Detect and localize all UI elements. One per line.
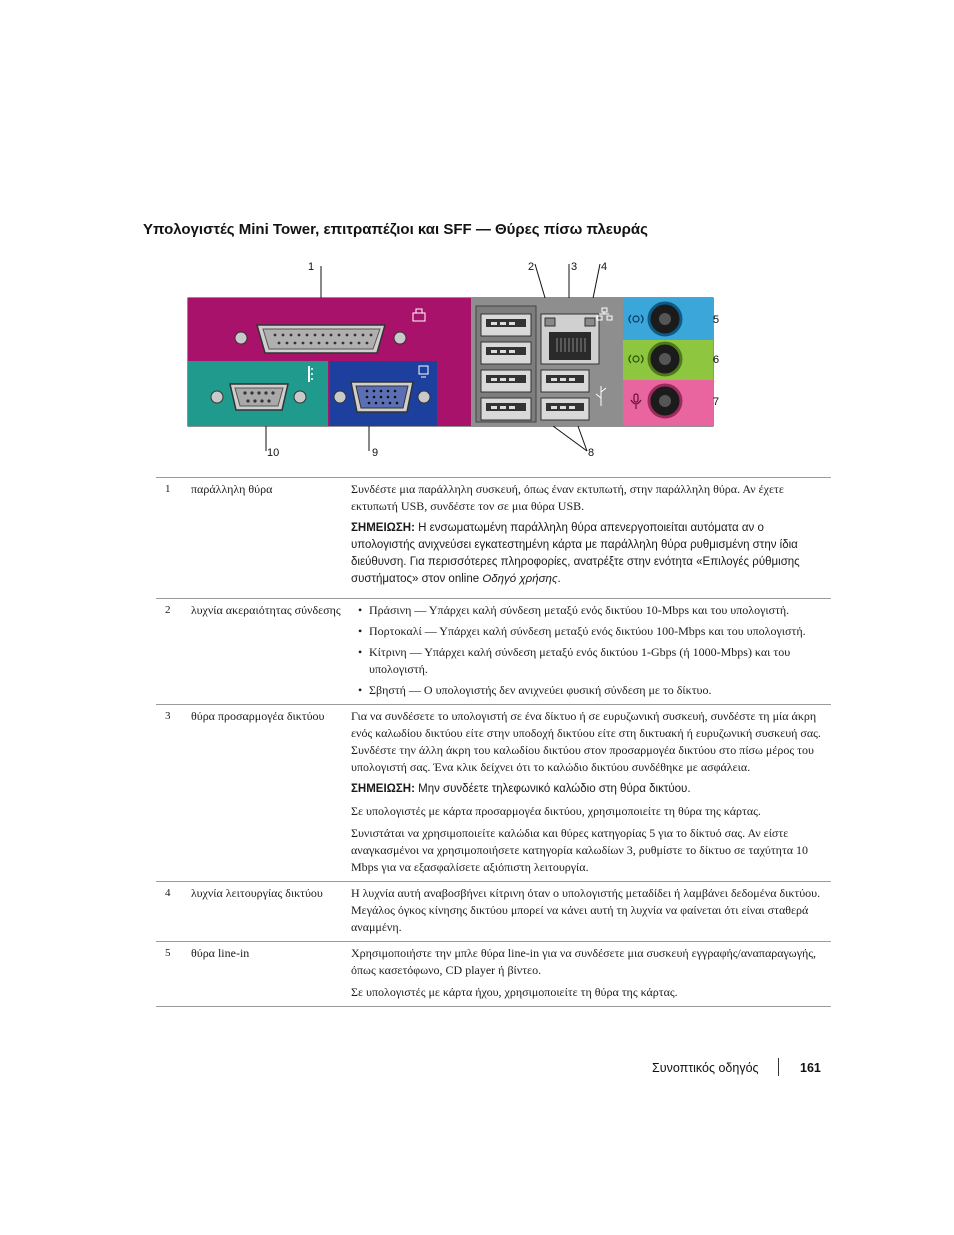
network-activity-light: [585, 318, 595, 326]
note: ΣΗΜΕΙΩΣΗ: Η ενσωματωμένη παράλληλη θύρα απενεργοποιείται αυτόματα αν ο υπολογιστής ανιχνεύσει εγκατεστημένη κάρτα με παράλληλη θύρα ρυθμισμένη στην ίδια διεύθυνση. Για περισσότερες πληροφορίες, ανατρέξτε στην ενότητα «Επιλογές ρύθμισης συστήματος» στον online Οδηγό χρήσης.: [351, 522, 800, 585]
note-italic: Οδηγό χρήσης: [482, 573, 558, 585]
page-number: 161: [800, 1061, 821, 1075]
table-row: [156, 882, 831, 942]
back-panel-figure: [185, 258, 720, 463]
port-description: [351, 705, 831, 882]
usb-port[interactable]: [481, 398, 531, 420]
line-in-port[interactable]: [623, 298, 713, 340]
callout-number: 6: [713, 354, 720, 366]
row-number: 1: [165, 483, 171, 495]
row-number: 4: [165, 887, 171, 899]
port-description-table: [156, 477, 831, 1007]
port-description: [351, 478, 831, 599]
callout-number: 10: [267, 447, 280, 459]
callout-number: 4: [601, 261, 608, 273]
usb-port[interactable]: [541, 370, 589, 392]
port-name: θύρα προσαρμογέα δικτύου: [191, 709, 325, 723]
description-paragraph: Συνιστάται να χρησιμοποιείτε καλώδια και θύρες κατηγορίας 5 για το δίκτυό σας. Αν είστε αναγκασμένοι να χρησιμοποιήσετε κατηγορία καλωδίων 3, ρυθμίστε το δίκτυο σε ταχύτητα 10 Mbps για να εξασφαλίσετε αξιόπιστη λειτουργία.: [351, 826, 809, 874]
callout-number: 5: [713, 314, 720, 326]
list-item: • Πράσινη — Υπάρχει καλή σύνδεση μεταξύ ενός δικτύου 10-Mbps και του υπολογιστή.: [351, 602, 831, 619]
footer-divider: [778, 1058, 779, 1076]
list-item: • Κίτρινη — Υπάρχει καλή σύνδεση μεταξύ ενός δικτύου 1-Gbps (ή 1000-Mbps) και του υπολογιστή.: [351, 644, 831, 678]
footer-guide-title: Συνοπτικός οδηγός: [652, 1061, 759, 1075]
note-text: Η ενσωματωμένη παράλληλη θύρα απενεργοποιείται αυτόματα αν ο υπολογιστής ανιχνεύσει εγκατεστημένη κάρτα με παράλληλη θύρα ρυθμισμένη στην ίδια διεύθυνση. Για περισσότερες πληροφορίες, ανατρέξτε στην ενότητα «Επιλογές ρύθμισης συστήματος» στον online: [351, 522, 800, 585]
usb-port[interactable]: [481, 342, 531, 364]
table-row: [156, 705, 831, 882]
note-label: ΣΗΜΕΙΩΣΗ:: [351, 783, 415, 795]
callout-number: 8: [588, 447, 595, 459]
port-name: θύρα line-in: [191, 946, 250, 960]
table-row: [156, 599, 831, 705]
usb-ports-stack: [476, 306, 536, 422]
table-row: [156, 478, 831, 599]
row-number: 2: [165, 604, 171, 616]
usb-port[interactable]: [541, 398, 589, 420]
callout-number: 3: [571, 261, 578, 273]
section-heading: Υπολογιστές Mini Tower, επιτραπέζιοι και SFF — Θύρες πίσω πλευράς: [143, 221, 648, 238]
note-label: ΣΗΜΕΙΩΣΗ:: [351, 522, 415, 534]
callout-number: 9: [372, 447, 379, 459]
callout-number: 7: [713, 396, 720, 408]
row-number: 5: [165, 947, 171, 959]
callout-number: 1: [308, 261, 315, 273]
callout-number: 2: [528, 261, 535, 273]
line-out-port[interactable]: [623, 340, 713, 380]
description-paragraph: Σε υπολογιστές με κάρτα προσαρμογέα δικτύου, χρησιμοποιείτε τη θύρα της κάρτας.: [351, 804, 761, 818]
link-integrity-light: [545, 318, 555, 326]
note: [351, 781, 831, 798]
list-item: • Σβηστή — Ο υπολογιστής δεν ανιχνεύει φυσική σύνδεση με το δίκτυο.: [351, 682, 831, 699]
description-paragraph: Χρησιμοποιήστε την μπλε θύρα line-in για να συνδέσετε μια συσκευή εγγραφής/αναπαραγωγής, όπως κασετόφωνο, CD player ή βίντεο.: [351, 946, 817, 977]
usb-port[interactable]: [481, 314, 531, 336]
table-row: [156, 942, 831, 1007]
port-description: [351, 882, 831, 942]
note-text: Μην συνδέετε τηλεφωνικό καλώδιο στη θύρα δικτύου.: [418, 783, 691, 795]
description-paragraph: Συνδέστε μια παράλληλη συσκευή, όπως έναν εκτυπωτή, στην παράλληλη θύρα. Αν έχετε εκτυπωτή USB, συνδέστε τον σε μια θύρα USB.: [351, 482, 784, 513]
description-paragraph: Για να συνδέσετε το υπολογιστή σε ένα δίκτυο ή σε ευρυζωνική συσκευή, συνδέστε τη μία άκρη ενός καλωδίου δικτύου είτε στην υποδοχή δικτύου είτε στη δικτυακή ή ευρυζωνική συσκευή σας. Συνδέστε την άλλη άκρη του καλωδίου δικτύου στον προσαρμογέα δικτύου στο πίσω μέρος του υπολογιστή σας. Ένα κλικ δείχνει ότι το καλώδιο δικτύου συνδέθηκε με ασφάλεια.: [351, 709, 821, 774]
microphone-port[interactable]: [623, 380, 713, 426]
light-state-list: [351, 602, 831, 699]
port-name: λυχνία λειτουργίας δικτύου: [191, 886, 323, 900]
description-paragraph: Η λυχνία αυτή αναβοσβήνει κίτρινη όταν ο υπολογιστής μεταδίδει ή λαμβάνει δεδομένα δικτύου. Μεγάλος όγκος κίνησης δικτύου μπορεί να κάνει αυτή τη λυχνία να φαίνεται ότι είναι σταθερά αναμμένη.: [351, 886, 821, 934]
list-item: • Πορτοκαλί — Υπάρχει καλή σύνδεση μεταξύ ενός δικτύου 100-Mbps και του υπολογιστή.: [351, 623, 831, 640]
port-description: [351, 599, 831, 705]
row-number: 3: [165, 710, 171, 722]
port-name: παράλληλη θύρα: [191, 482, 273, 496]
port-name: λυχνία ακεραιότητας σύνδεσης: [191, 603, 341, 617]
usb-port[interactable]: [481, 370, 531, 392]
port-description: [351, 942, 831, 1007]
description-paragraph: Σε υπολογιστές με κάρτα ήχου, χρησιμοποιείτε τη θύρα της κάρτας.: [351, 985, 678, 999]
